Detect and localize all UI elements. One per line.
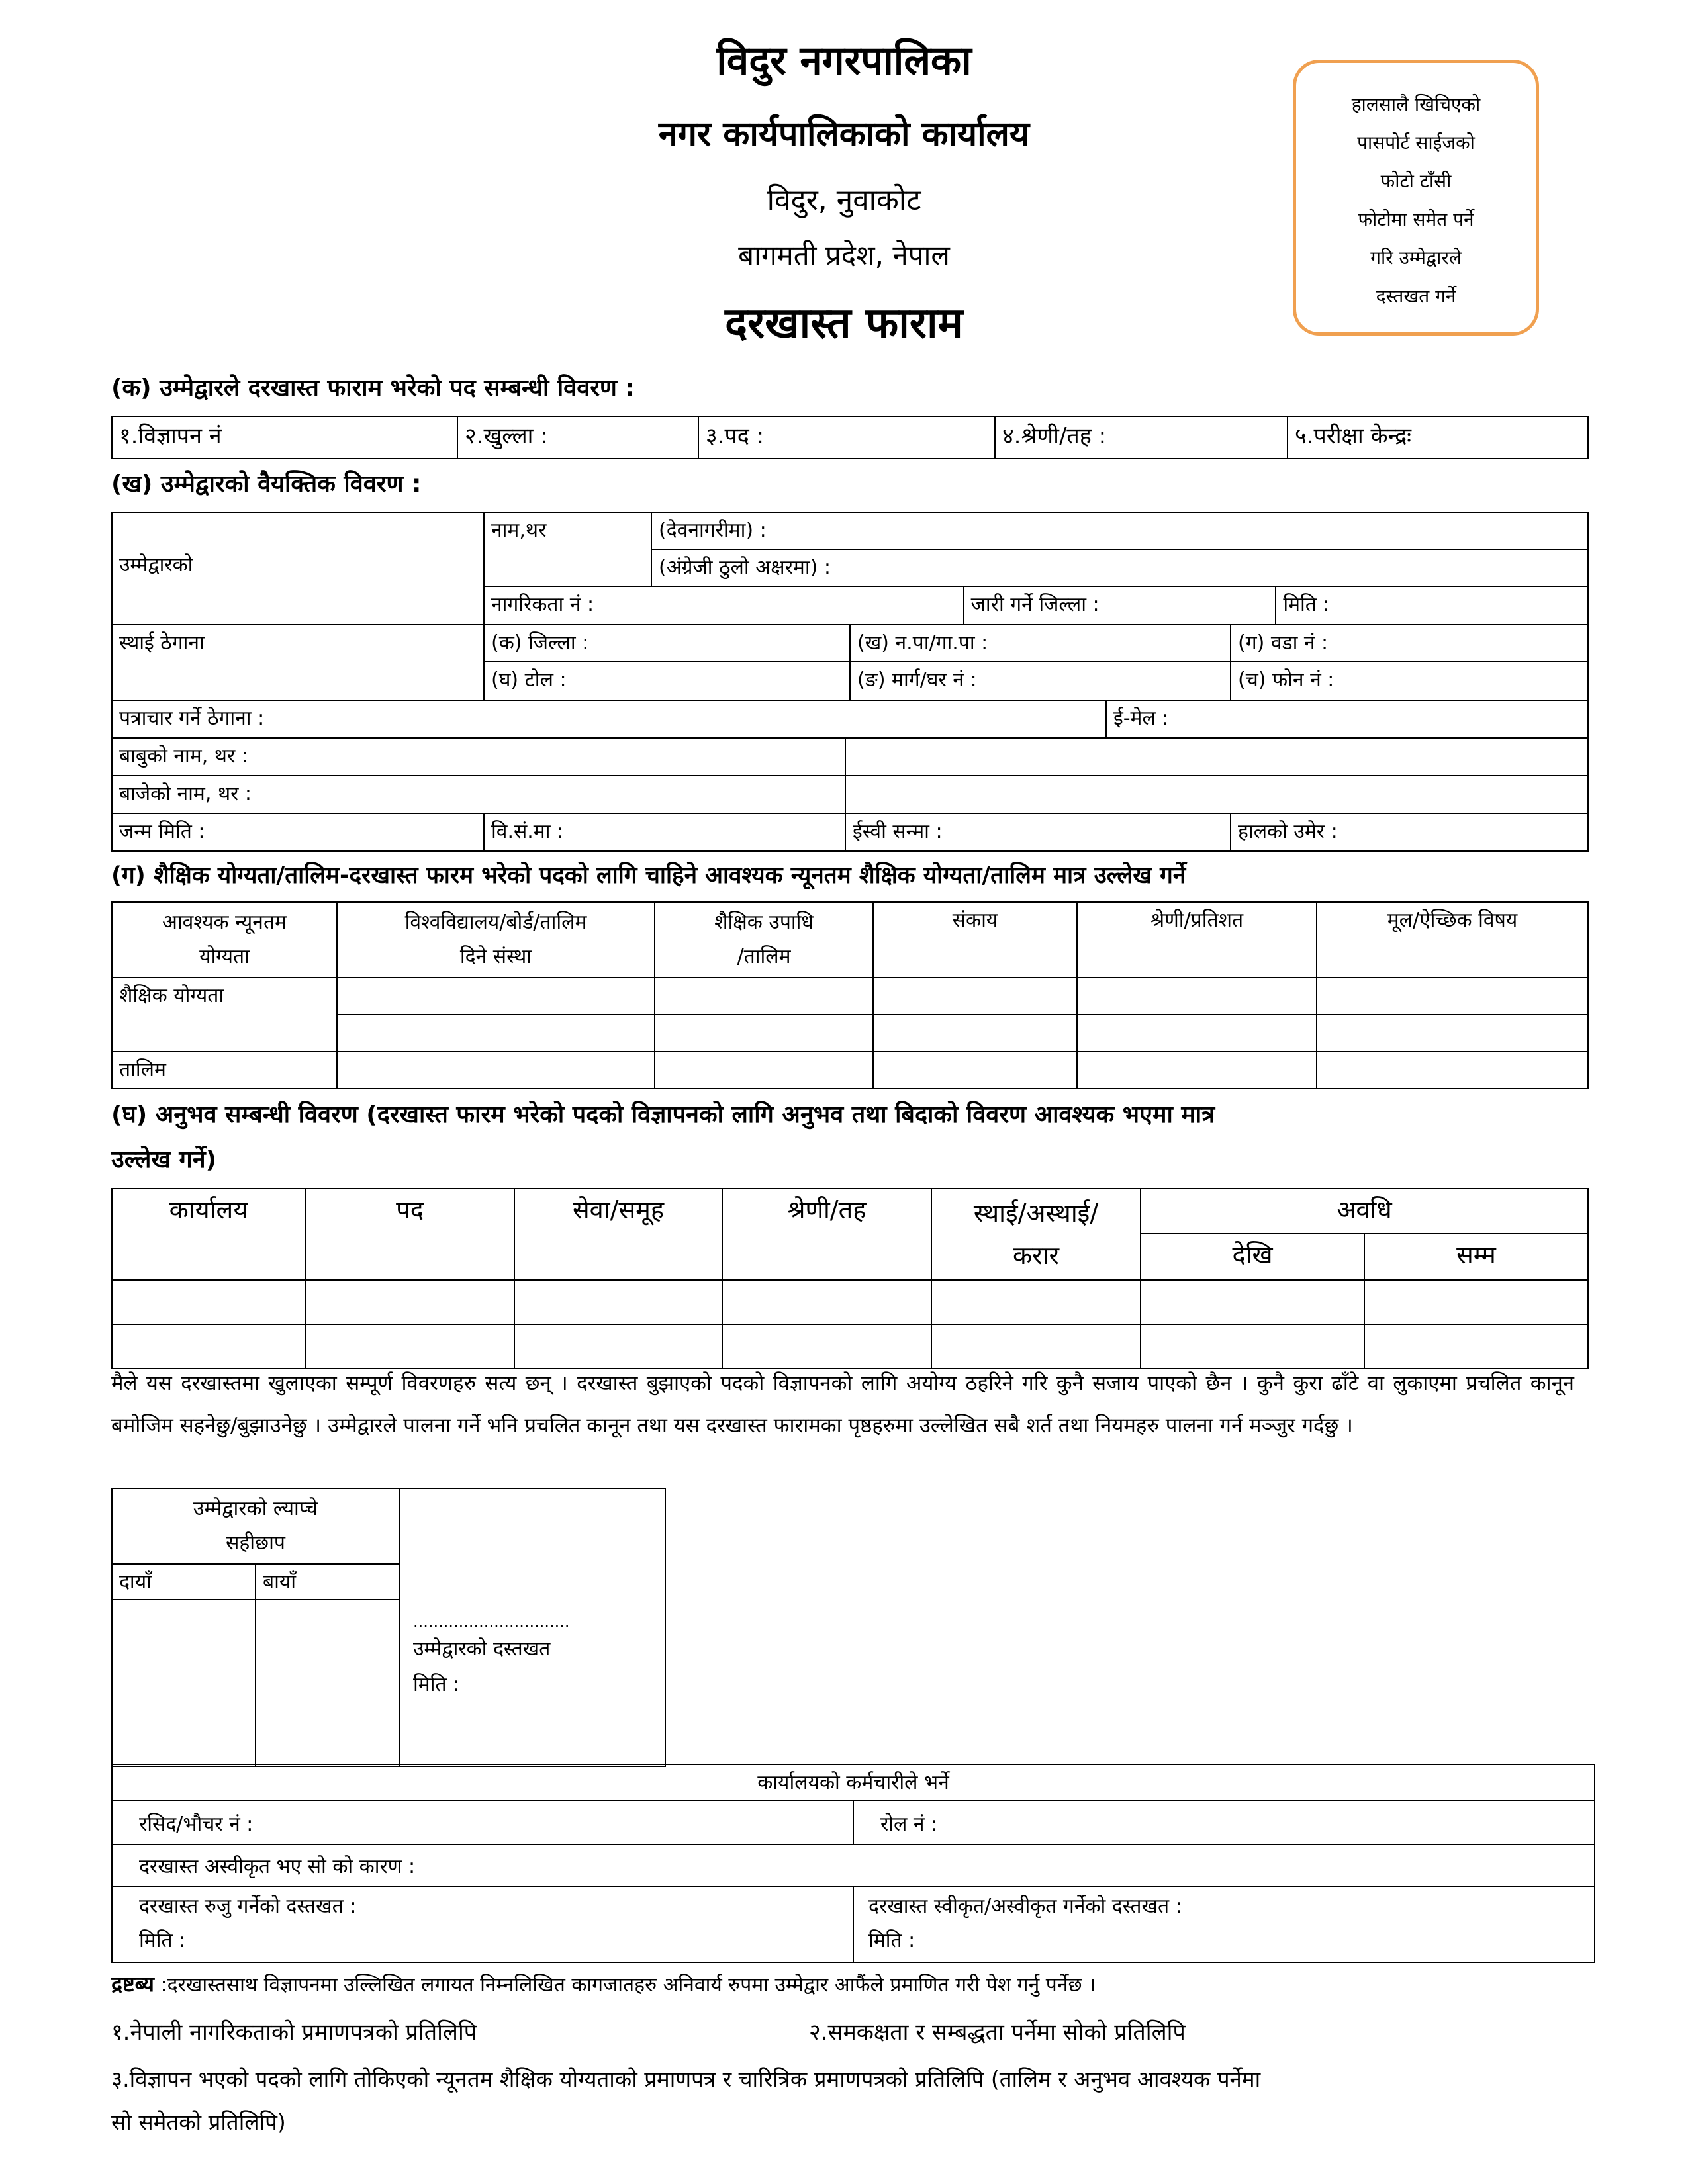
office-use-heading: कार्यालयको कर्मचारीले भर्ने <box>112 1764 1595 1801</box>
col-header-text: योग्यता <box>199 945 250 968</box>
personal-details-table-1 <box>111 512 1589 625</box>
photo-box[interactable] <box>1293 60 1539 336</box>
experience-table <box>111 1188 1589 1369</box>
table-cell[interactable] <box>1077 1052 1317 1089</box>
col-level: श्रेणी/तह <box>722 1189 931 1280</box>
name-english-field[interactable]: (अंग्रेजी ठुलो अक्षरमा) : <box>651 549 1588 586</box>
photo-instruction-line: गरि उम्मेद्वारले <box>1370 247 1462 269</box>
photo-instruction-line: फोटोमा समेत पर्ने <box>1358 208 1474 230</box>
col-header-text: आवश्यक न्यूनतम <box>162 911 287 934</box>
table-cell[interactable] <box>873 978 1077 1015</box>
receipt-number-field[interactable]: रसिद/भौचर नं : <box>112 1801 853 1844</box>
photo-instruction-line: पासपोर्ट साईजको <box>1357 132 1475 154</box>
dob-label: जन्म मिति : <box>112 813 484 851</box>
office-name: नगर कार्यपालिकाको कार्यालय <box>658 114 1030 154</box>
candidate-label: उम्मेद्वारको <box>112 512 484 625</box>
citizenship-number-label: नागरिकता नं : <box>491 593 594 616</box>
approver-signature-field[interactable] <box>853 1886 1595 1962</box>
roll-number-field[interactable]: रोल नं : <box>853 1801 1595 1844</box>
education-table <box>111 901 1589 1089</box>
table-cell[interactable] <box>873 1015 1077 1052</box>
col-min-qualification <box>112 902 337 978</box>
table-cell[interactable] <box>655 978 873 1015</box>
table-cell[interactable] <box>514 1280 722 1324</box>
col-header-text: /तालिम <box>737 945 791 968</box>
table-cell[interactable] <box>337 1052 655 1089</box>
col-header-text: विश्वविद्यालय/बोर्ड/तालिम <box>404 911 587 934</box>
note-text: :दरखास्तसाथ विज्ञापनमा उल्लिखित लगायत निम्नलिखित कागजातहरु अनिवार्य रुपमा उम्मेद्वार आफैंले प्रमाणित गरी पेश गर्नु पर्नेछ । <box>154 1974 1096 1997</box>
exam-center-field[interactable]: ५.परीक्षा केन्द्रः <box>1288 416 1588 459</box>
col-faculty: संकाय <box>873 902 1077 978</box>
permanent-address-label: स्थाई ठेगाना <box>112 625 484 700</box>
level-field[interactable]: ४.श्रेणी/तह : <box>995 416 1288 459</box>
table-cell[interactable] <box>337 978 655 1015</box>
table-cell[interactable] <box>1141 1280 1364 1324</box>
citizenship-number-field[interactable] <box>484 586 964 625</box>
table-cell[interactable] <box>1077 1015 1317 1052</box>
left-thumb-label: बायाँ <box>256 1564 399 1600</box>
ward-field[interactable]: (ग) वडा नं : <box>1231 625 1588 662</box>
name-surname-label: नाम,थर <box>484 512 651 586</box>
candidate-signature-label: उम्मेद्वारको दस्तखत <box>413 1637 551 1661</box>
candidate-signature-area[interactable] <box>399 1488 665 1766</box>
grandfather-name-value[interactable] <box>845 776 1588 813</box>
thumbprint-header-text: सहीछाप <box>226 1531 285 1555</box>
col-header-text: स्थाई/अस्थाई/ <box>973 1199 1099 1228</box>
col-duration: अवधि <box>1141 1189 1588 1234</box>
address-table <box>111 624 1589 701</box>
office-location: विदुर, नुवाकोट <box>767 183 921 217</box>
table-cell[interactable] <box>873 1052 1077 1089</box>
tole-field[interactable]: (घ) टोल : <box>484 662 850 700</box>
note-item-2: २.समकक्षता र सम्बद्धता पर्नेमा सोको प्रतिलिपि <box>809 2019 1186 2046</box>
row-training-label: तालिम <box>112 1052 337 1089</box>
table-cell[interactable] <box>655 1052 873 1089</box>
grandfather-name-field[interactable]: बाजेको नाम, थर : <box>112 776 845 813</box>
col-to: सम्म <box>1364 1234 1588 1280</box>
dob-table <box>111 813 1589 852</box>
table-cell[interactable] <box>112 1280 305 1324</box>
province-country: बागमती प्रदेश, नेपाल <box>738 239 950 271</box>
father-name-value[interactable] <box>845 738 1588 776</box>
col-header-text: करार <box>1012 1241 1060 1270</box>
dob-bs-field[interactable]: वि.सं.मा : <box>484 813 845 851</box>
col-header-text: दिने संस्था <box>459 945 532 968</box>
approver-signature-label: दरखास्त स्वीकृत/अस्वीकृत गर्नेको दस्तखत : <box>868 1895 1182 1918</box>
photo-instruction-line: दस्तखत गर्ने <box>1376 285 1456 307</box>
contact-table <box>111 700 1589 739</box>
photo-instruction-line: फोटो टाँसी <box>1380 170 1452 192</box>
approver-date-label: मिति : <box>868 1929 915 1952</box>
col-institution <box>337 902 655 978</box>
table-cell[interactable] <box>1364 1280 1588 1324</box>
form-title: दरखास्त फाराम <box>725 299 963 348</box>
verifier-date-label: मिति : <box>139 1929 186 1952</box>
col-degree <box>655 902 873 978</box>
post-field[interactable]: ३.पद : <box>698 416 995 459</box>
table-cell[interactable] <box>655 1015 873 1052</box>
name-devanagari-field[interactable]: (देवनागरीमा) : <box>651 512 1588 549</box>
signature-line: ............................... <box>413 1612 570 1631</box>
thumbprint-header <box>112 1488 399 1564</box>
photo-instruction-line: हालसालै खिचिएको <box>1351 93 1481 115</box>
col-division: श्रेणी/प्रतिशत <box>1077 902 1317 978</box>
right-thumb-label: दायाँ <box>112 1564 256 1600</box>
municipality-field[interactable]: (ख) न.पा/गा.पा : <box>850 625 1231 662</box>
dob-ad-field[interactable]: ईस्वी सन्मा : <box>845 813 1231 851</box>
note-label: द्रष्टब्य <box>111 1972 154 1997</box>
table-cell[interactable] <box>305 1280 514 1324</box>
family-table <box>111 737 1589 814</box>
declaration-text: मैले यस दरखास्तमा खुलाएका सम्पूर्ण विवरणहरु सत्य छन् । दरखास्त बुझाएको पदको विज्ञापनको लागि अयोग्य ठहरिने गरि कुनै सजाय पाएको छैन । कुनै कुरा ढाँटे वा लुकाएमा प्रचलित कानून बमोजिम सहनेछु/बुझाउनेछु । उम्मेद्वारले पालना गर्ने भनि प्रचलित कानून तथा यस दरखास्त फारामका पृष्ठहरुमा उल्लेखित सबै शर्त तथा नियमहरु पालना गर्न मञ्जुर गर्दछु । <box>111 1371 1574 1437</box>
verifier-signature-field[interactable] <box>112 1886 853 1962</box>
row-education-label: शैक्षिक योग्यता <box>112 978 337 1052</box>
current-age-field[interactable]: हालको उमेर : <box>1231 813 1588 851</box>
issue-district-field[interactable]: जारी गर्ने जिल्ला : <box>964 586 1276 625</box>
thumbprint-table <box>111 1488 666 1767</box>
table-cell[interactable] <box>931 1280 1141 1324</box>
verifier-signature-label: दरखास्त रुजु गर्नेको दस्तखत : <box>139 1895 357 1918</box>
road-house-field[interactable]: (ङ) मार्ग/घर नं : <box>850 662 1231 700</box>
section-d-heading-1: (घ) अनुभव सम्बन्धी विवरण (दरखास्त फारम भरेको पदको विज्ञापनको लागि अनुभव तथा बिदाको विवरण आवश्यक भएमा मात्र <box>111 1101 1215 1128</box>
col-service-group: सेवा/समूह <box>514 1189 722 1280</box>
district-field[interactable]: (क) जिल्ला : <box>484 625 850 662</box>
col-subject: मूल/ऐच्छिक विषय <box>1317 902 1588 978</box>
email-field[interactable]: ई-मेल : <box>1106 700 1588 738</box>
open-field[interactable]: २.खुल्ला : <box>457 416 698 459</box>
post-details-table <box>111 416 1589 459</box>
office-use-table <box>111 1764 1595 1963</box>
col-office: कार्यालय <box>112 1189 305 1280</box>
table-cell[interactable] <box>1317 1052 1588 1089</box>
table-cell[interactable] <box>722 1280 931 1324</box>
ad-number-field[interactable]: १.विज्ञापन नं <box>112 416 457 459</box>
table-cell[interactable] <box>1317 1015 1588 1052</box>
phone-field[interactable]: (च) फोन नं : <box>1231 662 1588 700</box>
col-permanency <box>931 1189 1141 1280</box>
col-post: पद <box>305 1189 514 1280</box>
col-from: देखि <box>1141 1234 1364 1280</box>
note-line <box>111 1970 1096 1998</box>
right-thumb-box[interactable] <box>112 1600 256 1766</box>
note-item-3: ३.विज्ञापन भएको पदको लागि तोकिएको न्यूनतम शैक्षिक योग्यताको प्रमाणपत्र र चारित्रिक प्रमाणपत्रको प्रतिलिपि (तालिम र अनुभव आवश्यक पर्नेमा <box>111 2066 1261 2092</box>
municipality-name: विदुर नगरपालिका <box>716 38 972 84</box>
col-header-text: शैक्षिक उपाधि <box>714 911 814 934</box>
father-name-field[interactable]: बाबुको नाम, थर : <box>112 738 845 776</box>
signature-date-label: मिति : <box>413 1673 460 1696</box>
section-b-heading: (ख) उम्मेद्वारको वैयक्तिक विवरण : <box>111 471 422 498</box>
section-a-heading: (क) उम्मेद्वारले दरखास्त फाराम भरेको पद सम्बन्धी विवरण : <box>111 375 635 402</box>
thumbprint-header-text: उम्मेद्वारको ल्याप्चे <box>193 1497 318 1520</box>
section-c-heading: (ग) शैक्षिक योग्यता/तालिम-दरखास्त फारम भरेको पदको लागि चाहिने आवश्यक न्यूनतम शैक्षिक योग्यता/तालिम मात्र उल्लेख गर्ने <box>111 862 1186 889</box>
table-cell[interactable] <box>1317 978 1588 1015</box>
section-d-heading-2: उल्लेख गर्ने) <box>111 1146 217 1173</box>
left-thumb-box[interactable] <box>256 1600 399 1766</box>
table-cell[interactable] <box>337 1015 655 1052</box>
mailing-address-field[interactable]: पत्राचार गर्ने ठेगाना : <box>112 700 1106 738</box>
note-item-3-continued: सो समेतको प्रतिलिपि) <box>111 2109 286 2135</box>
rejection-reason-field[interactable]: दरखास्त अस्वीकृत भए सो को कारण : <box>112 1844 1595 1886</box>
issue-date-field[interactable]: मिति : <box>1276 586 1588 625</box>
table-cell[interactable] <box>1077 978 1317 1015</box>
note-item-1: १.नेपाली नागरिकताको प्रमाणपत्रको प्रतिलिपि <box>111 2019 477 2046</box>
